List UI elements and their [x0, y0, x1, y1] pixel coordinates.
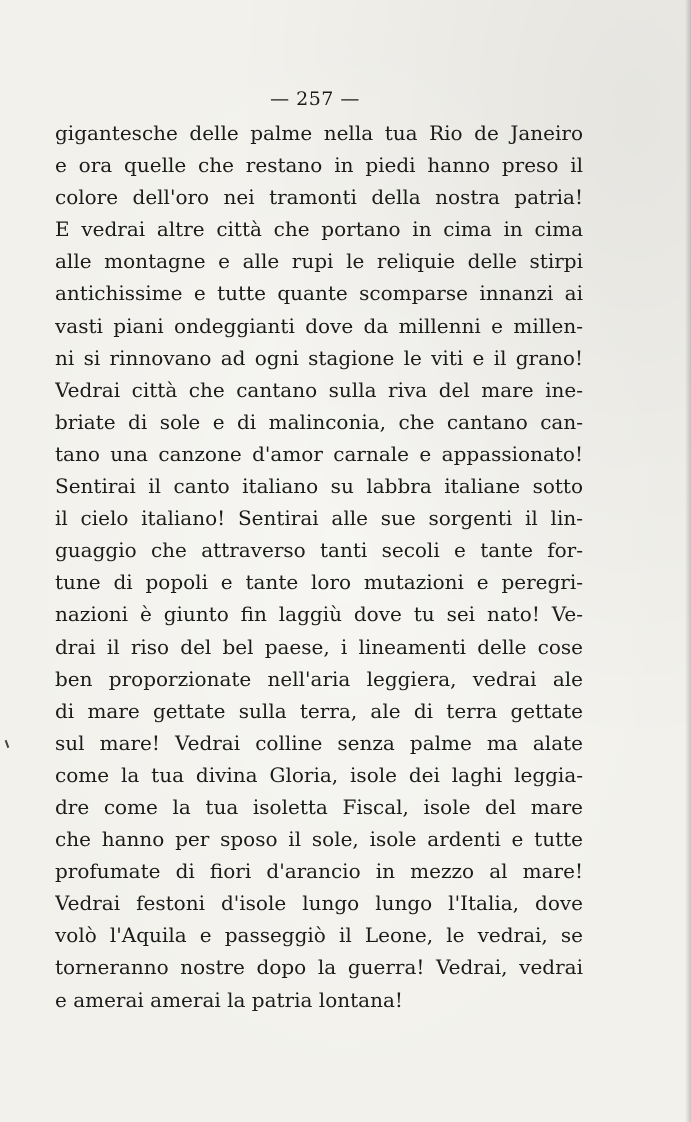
text-line: nazioni è giunto fin laggiù dove tu sei nato! Ve- [55, 602, 583, 627]
text-line: Vedrai città che cantano sulla riva del mare ine- [55, 377, 583, 402]
page-edge-shadow [685, 0, 691, 1122]
text-line: drai il riso del bel paese, i lineamenti delle cose [55, 634, 583, 659]
text-line: antichissime e tutte quante scomparse innanzi ai [55, 281, 583, 306]
text-line: Vedrai festoni d'isole lungo lungo l'Italia, dove [55, 891, 583, 916]
text-line: volò l'Aquila e passeggiò il Leone, le vedrai, se [55, 923, 583, 948]
text-line: e ora quelle che restano in piedi hanno preso il [55, 153, 583, 178]
text-line: E vedrai altre città che portano in cima in cima [55, 217, 583, 242]
text-line: guaggio che attraverso tanti secoli e tante for- [55, 538, 583, 563]
text-line: briate di sole e di malinconia, che cantano can- [55, 409, 583, 434]
margin-mark [5, 740, 10, 748]
text-line: colore dell'oro nei tramonti della nostra patria! [55, 185, 583, 210]
text-line: di mare gettate sulla terra, ale di terra gettate [55, 698, 583, 723]
page-number: — 257 — [270, 88, 360, 110]
text-line: alle montagne e alle rupi le reliquie delle stirpi [55, 249, 583, 274]
text-line: tano una canzone d'amor carnale e appassionato! [55, 441, 583, 466]
text-line: tune di popoli e tante loro mutazioni e peregri- [55, 570, 583, 595]
text-line: torneranno nostre dopo la guerra! Vedrai, vedrai [55, 955, 583, 980]
text-line: profumate di fiori d'arancio in mezzo al mare! [55, 859, 583, 884]
text-line: che hanno per sposo il sole, isole ardenti e tutte [55, 827, 583, 852]
text-line: ben proporzionate nell'aria leggiera, vedrai ale [55, 666, 583, 691]
text-line-final: e amerai amerai la patria lontana! [55, 987, 403, 1012]
text-line: gigantesche delle palme nella tua Rio de Janeiro [55, 121, 583, 145]
body-text [55, 117, 583, 1016]
text-line: Sentirai il canto italiano su labbra italiane sotto [55, 474, 583, 499]
text-line: il cielo italiano! Sentirai alle sue sorgenti il lin- [55, 506, 583, 531]
text-line: come la tua divina Gloria, isole dei laghi leggia- [55, 762, 583, 787]
text-line: vasti piani ondeggianti dove da millenni e millen- [55, 313, 583, 338]
text-line: ni si rinnovano ad ogni stagione le viti e il grano! [55, 345, 583, 370]
text-line: dre come la tua isoletta Fiscal, isole del mare [55, 794, 583, 819]
text-line: sul mare! Vedrai colline senza palme ma alate [55, 730, 583, 755]
